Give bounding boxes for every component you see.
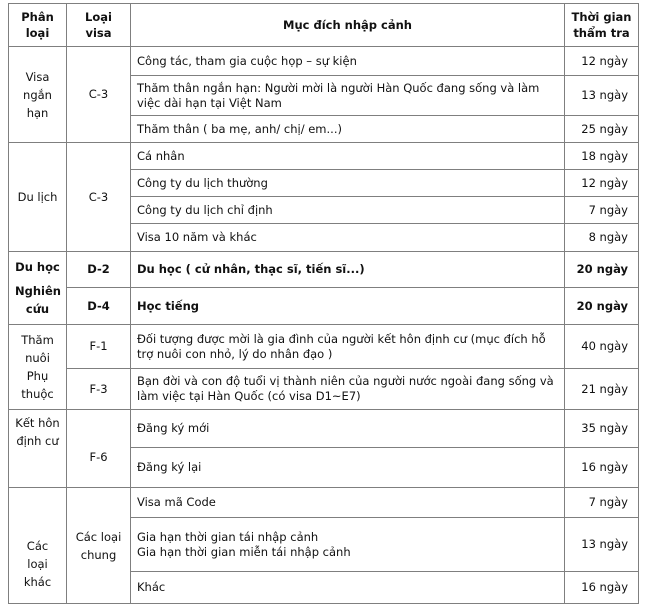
table-row <box>9 47 639 76</box>
header-duration: Thời gian thẩm tra <box>565 4 639 47</box>
duration-cell: 12 ngày <box>565 170 639 197</box>
category-cell: Visa ngắn hạn <box>9 47 67 143</box>
duration-cell: 16 ngày <box>565 448 639 488</box>
purpose-cell: Đăng ký mới <box>131 410 565 448</box>
purpose-cell: Visa 10 năm và khác <box>131 224 565 252</box>
table-row <box>9 369 639 410</box>
duration-cell: 7 ngày <box>565 488 639 518</box>
purpose-cell: Công tác, tham gia cuộc họp – sự kiện <box>131 47 565 76</box>
category-cell: Du lịch <box>9 143 67 252</box>
duration-cell: 20 ngày <box>565 252 639 288</box>
purpose-line: Gia hạn thời gian tái nhập cảnh <box>137 529 319 544</box>
duration-cell: 40 ngày <box>565 325 639 369</box>
purpose-cell: Thăm thân ( ba mẹ, anh/ chị/ em...) <box>131 116 565 143</box>
purpose-cell <box>131 518 565 572</box>
purpose-cell: Đăng ký lại <box>131 448 565 488</box>
purpose-cell: Đối tượng được mời là gia đình của người kết hôn định cư (mục đích hỗ trợ nuôi con nhỏ, lý do nhân đạo ) <box>131 325 565 369</box>
header-category: Phân loại <box>9 4 67 47</box>
visa-type-cell: C-3 <box>67 47 131 143</box>
table-row <box>9 410 639 448</box>
duration-cell: 12 ngày <box>565 47 639 76</box>
header-visa-type: Loại visa <box>67 4 131 47</box>
visa-type-cell: F-3 <box>67 369 131 410</box>
purpose-cell: Công ty du lịch thường <box>131 170 565 197</box>
table-row <box>9 488 639 518</box>
category-cell: Các loại khác <box>9 488 67 604</box>
purpose-cell: Cá nhân <box>131 143 565 170</box>
duration-cell: 35 ngày <box>565 410 639 448</box>
visa-type-cell: C-3 <box>67 143 131 252</box>
duration-cell: 18 ngày <box>565 143 639 170</box>
duration-cell: 20 ngày <box>565 288 639 325</box>
table-row <box>9 325 639 369</box>
table-row <box>9 252 639 288</box>
table-row <box>9 288 639 325</box>
table-header-row <box>9 4 639 47</box>
visa-type-cell: D-4 <box>67 288 131 325</box>
category-cell <box>9 252 67 325</box>
category-study-label: Du học <box>15 260 60 274</box>
header-purpose: Mục đích nhập cảnh <box>131 4 565 47</box>
purpose-cell: Du học ( cử nhân, thạc sĩ, tiến sĩ...) <box>131 252 565 288</box>
visa-type-cell: F-1 <box>67 325 131 369</box>
visa-type-cell: F-6 <box>67 410 131 488</box>
purpose-cell: Visa mã Code <box>131 488 565 518</box>
category-cell: Kết hôn định cư <box>9 410 67 488</box>
duration-cell: 16 ngày <box>565 572 639 604</box>
visa-processing-table <box>8 3 639 604</box>
visa-type-cell: D-2 <box>67 252 131 288</box>
purpose-cell: Bạn đời và con độ tuổi vị thành niên của người nước ngoài đang sống và làm việc tại Hàn Quốc (có visa D1~E7) <box>131 369 565 410</box>
purpose-cell: Thăm thân ngắn hạn: Người mời là người Hàn Quốc đang sống và làm việc dài hạn tại Việt Nam <box>131 76 565 116</box>
table-row <box>9 143 639 170</box>
duration-cell: 21 ngày <box>565 369 639 410</box>
purpose-cell: Học tiếng <box>131 288 565 325</box>
duration-cell: 8 ngày <box>565 224 639 252</box>
category-cell: Thăm nuôi Phụ thuộc <box>9 325 67 410</box>
duration-cell: 7 ngày <box>565 197 639 224</box>
purpose-cell: Khác <box>131 572 565 604</box>
duration-cell: 13 ngày <box>565 76 639 116</box>
category-research-label: Nghiên cứu <box>15 284 61 316</box>
duration-cell: 25 ngày <box>565 116 639 143</box>
duration-cell: 13 ngày <box>565 518 639 572</box>
purpose-cell: Công ty du lịch chỉ định <box>131 197 565 224</box>
visa-type-cell: Các loại chung <box>67 488 131 604</box>
purpose-line: Gia hạn thời gian miễn tái nhập cảnh <box>137 544 351 559</box>
